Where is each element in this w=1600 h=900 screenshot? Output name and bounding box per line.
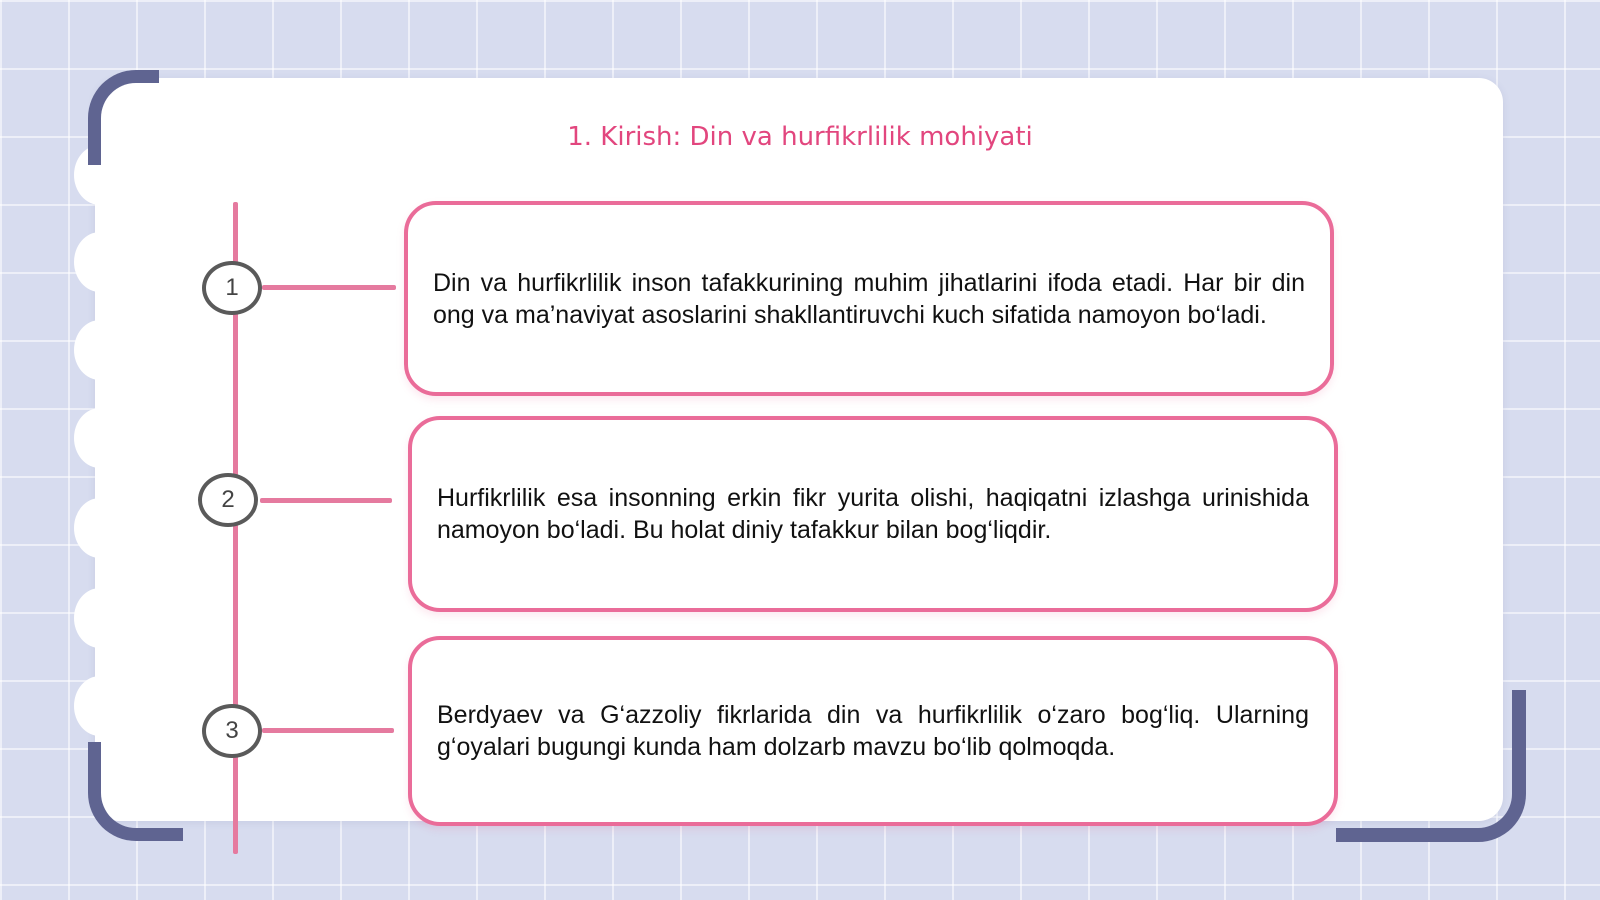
card-scallop (74, 320, 126, 380)
slide-title: 1. Kirish: Din va hurfikrlilik mohiyati (567, 122, 1033, 152)
step-connector (260, 498, 392, 503)
step-text-2: Hurfikrlilik esa insonning erkin fikr yurita olishi, haqiqatni izlashga urinishida namoyon bo‘ladi. Bu holat diniy tafakkur bilan bog‘liqdir. (437, 484, 1309, 544)
corner-bracket-bottom-right (1336, 690, 1526, 842)
card-scallop (74, 232, 126, 292)
step-box-3 (408, 636, 1338, 826)
step-box-2 (408, 416, 1338, 612)
step-text-1: Din va hurfikrlilik inson tafakkurining muhim jihatlarini ifoda etadi. Har bir din ong va ma’naviyat asoslarini shakllantiruvchi kuch sifatida namoyon bo‘ladi. (433, 268, 1305, 329)
card-scallop (74, 408, 126, 468)
step-box-1 (404, 201, 1334, 396)
step-number-1: 1 (202, 261, 262, 315)
corner-bracket-bottom-left (88, 742, 183, 841)
step-text-3: Berdyaev va G‘azzoliy fikrlarida din va hurfikrlilik o‘zaro bog‘liq. Ularning g‘oyalari bugungi kunda ham dolzarb mavzu bo‘lib qolmoqda. (437, 701, 1309, 761)
step-number-2: 2 (198, 473, 258, 527)
step-connector (262, 285, 396, 290)
step-connector (262, 728, 394, 733)
card-scallop (74, 588, 126, 648)
corner-bracket-top-left (88, 70, 159, 165)
step-number-3: 3 (202, 704, 262, 758)
card-scallop (74, 676, 126, 736)
card-scallop (74, 498, 126, 558)
